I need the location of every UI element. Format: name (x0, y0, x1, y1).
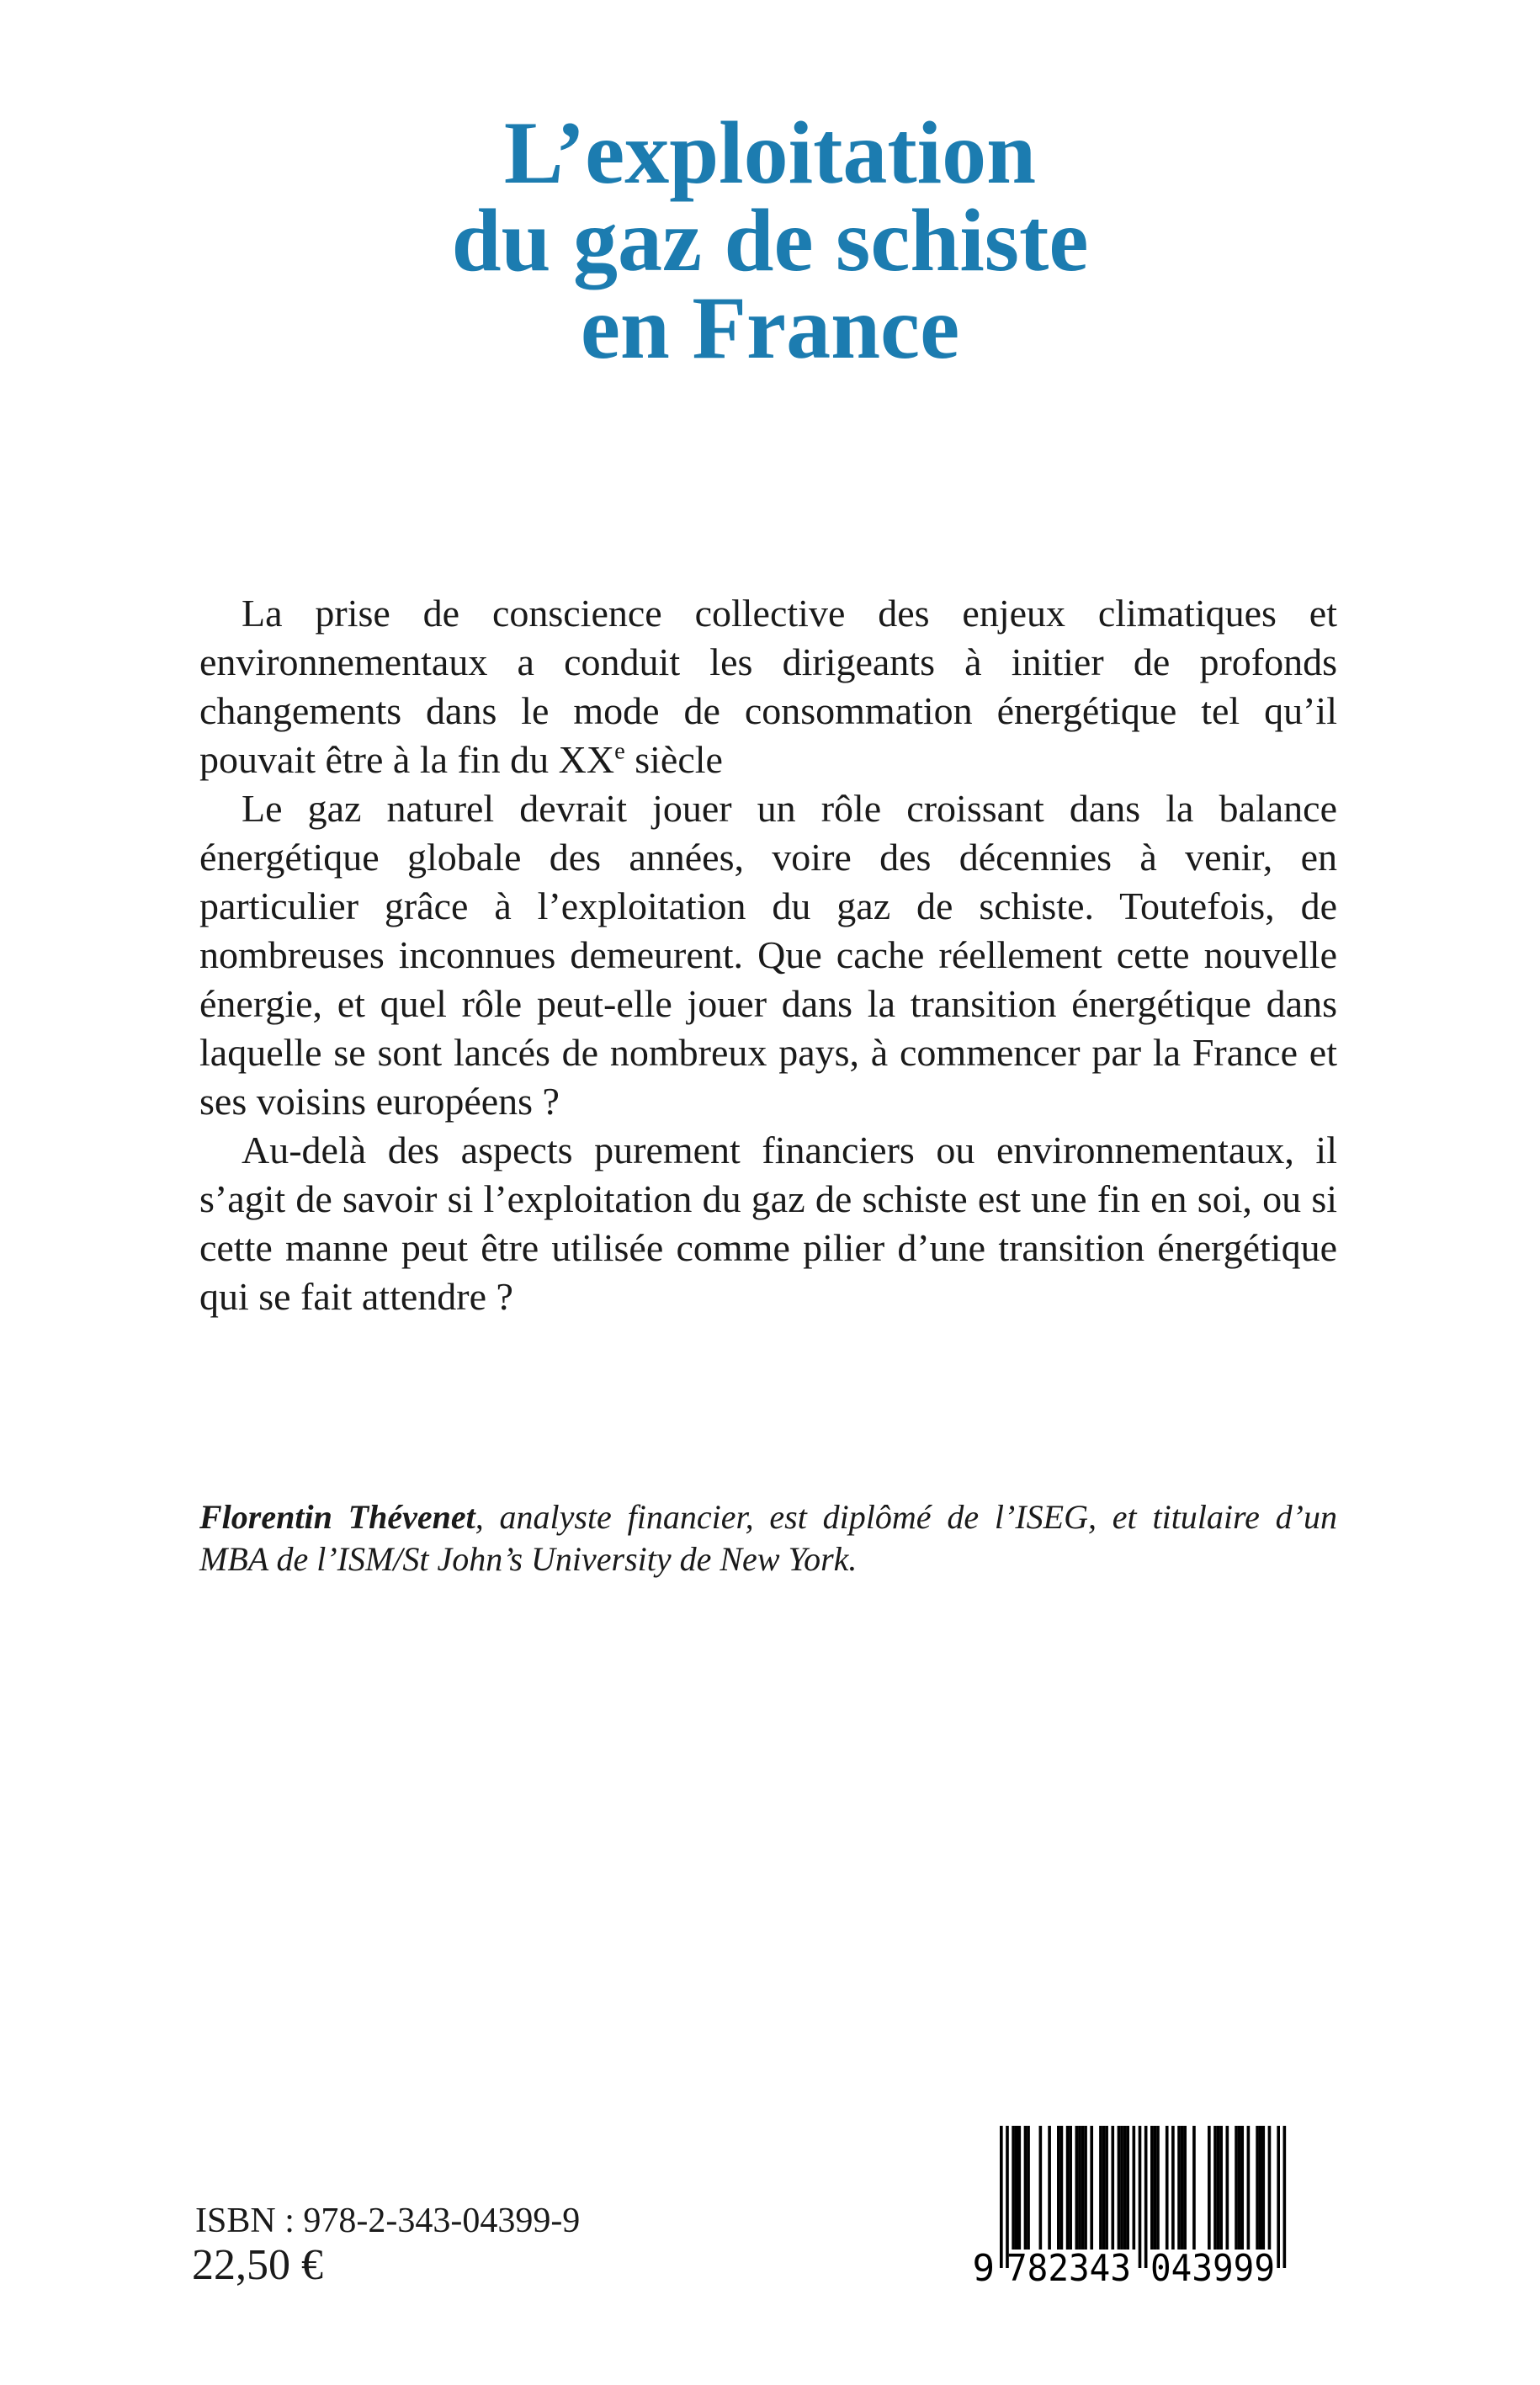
barcode-bar (1000, 2126, 1003, 2268)
barcode-bar (1027, 2126, 1030, 2250)
isbn-text: ISBN : 978-2-343-04399-9 (195, 2202, 581, 2240)
title-line: du gaz de schiste (451, 191, 1089, 289)
barcode-bar (1015, 2126, 1018, 2250)
price-text: 22,50 € (192, 2241, 323, 2289)
barcode-bar (1144, 2126, 1148, 2268)
barcode-bar (1154, 2126, 1157, 2250)
barcode-bar (1069, 2126, 1072, 2250)
barcode-bar (1078, 2126, 1081, 2250)
barcode-bar (1133, 2126, 1136, 2250)
barcode-bar (1139, 2126, 1142, 2268)
barcode-bar (1012, 2126, 1015, 2250)
barcode-bar (1181, 2126, 1184, 2250)
barcode-bar (1268, 2126, 1272, 2250)
barcode-bar (1024, 2126, 1028, 2250)
barcode-bar (1060, 2126, 1064, 2250)
barcode (964, 2119, 1326, 2287)
barcode-bar (1283, 2126, 1287, 2268)
paragraph-text: siècle (624, 738, 723, 781)
barcode-bar (1192, 2126, 1196, 2250)
barcode-bar (1166, 2126, 1169, 2250)
paragraph-text: Au-delà des aspects purement financiers ou environnementaux, il s’agit de savoir si l’exploitation du gaz de schiste est une fin en soi, ou si cette manne peut être utilisée comme pilier d’une transition énergétique qui se fait attendre ? (199, 1129, 1337, 1318)
barcode-bar (1075, 2126, 1079, 2250)
barcode-bar (1277, 2126, 1280, 2268)
author-bio (199, 1496, 1337, 1580)
barcode-bar (1183, 2126, 1187, 2250)
synopsis-paragraph (199, 1126, 1337, 1321)
barcode-bar (1090, 2126, 1093, 2250)
barcode-bar (1123, 2126, 1127, 2250)
barcode-svg (964, 2119, 1326, 2287)
paragraph-text: Le gaz naturel devrait jouer un rôle croissant dans la balance énergétique globale des années, voire des décennies à venir, en particulier grâce à l’exploitation du gaz de schiste. Toutefois, de nombreuses inconnues demeurent. Que cache réellement cette nouvelle énergie, et quel rôle peut-elle jouer dans la transition énergétique dans laquelle se sont lancés de nombreux pays, à commencer par la France et ses voisins européens ? (199, 787, 1337, 1123)
barcode-bar (1156, 2126, 1160, 2250)
barcode-bar (1259, 2126, 1262, 2250)
book-title (0, 104, 1540, 377)
barcode-bar (1177, 2126, 1181, 2250)
author-name: Florentin Thévenet (199, 1498, 475, 1536)
barcode-bar (1213, 2126, 1217, 2250)
author-credentials: , analyste financier, est diplômé de l’ISEG, et titulaire d’un MBA de l’ISM/St John’s University de New York. (199, 1498, 1338, 1578)
barcode-bar (1099, 2126, 1102, 2250)
barcode-bar (1226, 2126, 1229, 2250)
barcode-bar (1017, 2126, 1021, 2250)
superscript-text: e (614, 738, 625, 765)
barcode-bar (1102, 2126, 1106, 2250)
barcode-bar (1261, 2126, 1265, 2250)
barcode-digits: 9 (972, 2247, 995, 2287)
barcode-bar (1171, 2126, 1175, 2250)
title-line: L’exploitation (503, 104, 1037, 202)
barcode-bar (1111, 2126, 1114, 2250)
barcode-bar (1066, 2126, 1070, 2250)
title-line: en France (580, 279, 960, 377)
barcode-bar (1120, 2126, 1123, 2250)
barcode-bar (1235, 2126, 1238, 2250)
barcode-digits: 043999 (1150, 2247, 1275, 2287)
barcode-bar (1118, 2126, 1121, 2250)
barcode-bar (1150, 2126, 1154, 2250)
barcode-bar (1256, 2126, 1259, 2250)
synopsis-paragraph (199, 784, 1337, 1126)
barcode-bar (1105, 2126, 1108, 2250)
barcode-bar (1247, 2126, 1251, 2250)
synopsis (199, 589, 1337, 1321)
barcode-bar (1039, 2126, 1043, 2250)
paragraph-text: La prise de conscience collective des enjeux climatiques et environnementaux a conduit les dirigeants à initier de profonds changements dans le mode de consommation énergétique tel qu’il pouvait être à la fin du XX (199, 592, 1337, 781)
barcode-digits: 782343 (1006, 2247, 1131, 2287)
barcode-bar (1084, 2126, 1087, 2250)
barcode-bar (1238, 2126, 1241, 2250)
barcode-bar (1081, 2126, 1085, 2250)
barcode-bar (1126, 2126, 1129, 2250)
barcode-bar (1048, 2126, 1051, 2250)
barcode-bar (1240, 2126, 1244, 2250)
barcode-bar (1057, 2126, 1060, 2250)
synopsis-paragraph (199, 589, 1337, 784)
barcode-bar (1208, 2126, 1211, 2250)
barcode-bar (1219, 2126, 1223, 2250)
barcode-bar (1217, 2126, 1220, 2250)
